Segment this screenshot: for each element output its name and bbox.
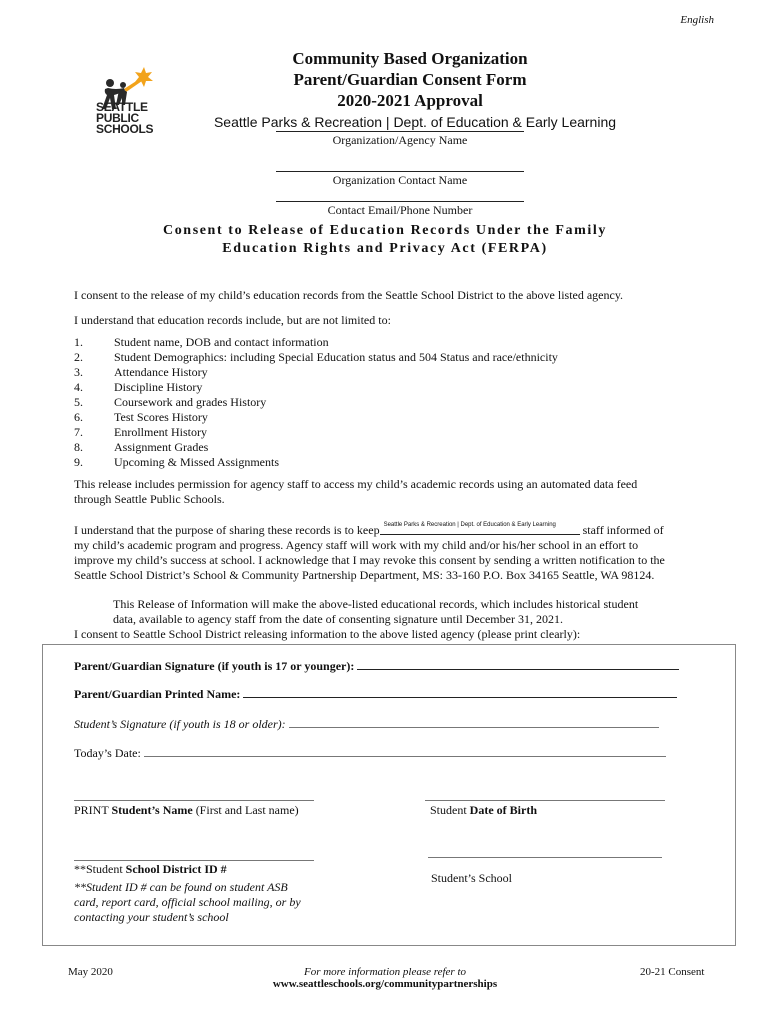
caption-bold: Student’s Name xyxy=(111,803,193,817)
records-intro: I understand that education records include, but are not limited to: xyxy=(74,313,391,327)
list-number: 2. xyxy=(74,350,83,364)
student-signature-field[interactable] xyxy=(289,716,659,728)
heading-line: Consent to Release of Education Records Under the Family xyxy=(163,223,607,238)
list-item xyxy=(74,395,558,410)
date-of-birth-caption xyxy=(430,803,537,818)
note-line: **Student ID # can be found on student ASB xyxy=(74,880,288,894)
logo-line: SEATTLE xyxy=(96,100,148,114)
list-item xyxy=(74,365,558,380)
paragraph-line: my child’s academic program and progress. Agency staff will work with my child and/or his/her school in an effort to xyxy=(74,538,639,552)
permission-paragraph xyxy=(74,477,694,507)
purpose-paragraph xyxy=(74,521,694,583)
list-text: Upcoming & Missed Assignments xyxy=(114,455,280,469)
caption-bold: Date of Birth xyxy=(469,803,537,817)
student-school-field[interactable] xyxy=(428,857,662,858)
footer-info-line: For more information please refer to xyxy=(303,966,467,978)
list-text: Student name, DOB and contact information xyxy=(114,335,329,349)
caption-text: PRINT xyxy=(74,803,112,817)
list-text: Attendance History xyxy=(114,365,208,379)
student-name-field[interactable] xyxy=(74,800,314,801)
footer-date: May 2020 xyxy=(68,966,113,978)
list-number: 7. xyxy=(74,425,83,439)
release-info-paragraph xyxy=(113,597,713,627)
language-label: English xyxy=(680,14,714,26)
caption-text: Student xyxy=(430,803,470,817)
guardian-printed-row xyxy=(74,686,677,702)
purpose-text-start: I understand that the purpose of sharing these records is to keep xyxy=(74,523,380,537)
footer-info xyxy=(200,966,570,990)
records-list xyxy=(74,335,558,470)
paragraph-line xyxy=(74,521,694,538)
date-field[interactable] xyxy=(144,745,666,757)
note-line: contacting your student’s school xyxy=(74,910,229,924)
guardian-signature-label: Parent/Guardian Signature (if youth is 17 or younger): xyxy=(74,659,355,673)
student-signature-label: Student’s Signature (if youth is 18 or older): xyxy=(74,717,286,731)
student-school-caption: Student’s School xyxy=(431,871,513,885)
logo-line: PUBLIC xyxy=(96,111,139,125)
logo-line: SCHOOLS xyxy=(96,122,154,136)
paragraph-line: This Release of Information will make the above-listed educational records, which includes historical student xyxy=(113,597,639,611)
purpose-text-end: staff informed of xyxy=(582,523,664,537)
list-number: 9. xyxy=(74,455,83,469)
note-line: card, report card, official school mailing, or by xyxy=(74,895,301,909)
guardian-printed-field[interactable] xyxy=(243,686,677,698)
heading-line: Education Rights and Privacy Act (FERPA) xyxy=(222,241,548,256)
paragraph-line: through Seattle Public Schools. xyxy=(74,492,225,506)
student-id-note xyxy=(74,880,301,925)
list-text: Student Demographics: including Special Education status and 504 Status and race/ethnicity xyxy=(114,350,558,364)
list-number: 1. xyxy=(74,335,83,349)
title-line: Community Based Organization xyxy=(292,49,528,68)
list-text: Test Scores History xyxy=(114,410,208,424)
consent-paragraph: I consent to the release of my child’s education records from the Seattle School District to the above listed agency. xyxy=(74,288,624,302)
title-line: 2020-2021 Approval xyxy=(337,91,483,110)
star-icon xyxy=(135,67,153,87)
contact-name-caption: Organization Contact Name xyxy=(332,173,468,187)
title-line: Parent/Guardian Consent Form xyxy=(293,70,527,89)
organization-name-caption: Organization/Agency Name xyxy=(332,133,468,147)
logo-wordmark xyxy=(96,102,152,135)
contact-name-field[interactable] xyxy=(276,171,524,172)
date-of-birth-field[interactable] xyxy=(425,800,665,801)
student-signature-row xyxy=(74,716,659,732)
date-label: Today’s Date: xyxy=(74,746,141,760)
list-number: 5. xyxy=(74,395,83,409)
organization-name-value[interactable]: Seattle Parks & Recreation | Dept. of Education & Early Learning xyxy=(213,114,617,130)
form-title xyxy=(200,48,620,111)
contact-email-caption: Contact Email/Phone Number xyxy=(327,203,473,217)
list-number: 8. xyxy=(74,440,83,454)
list-number: 6. xyxy=(74,410,83,424)
student-id-field[interactable] xyxy=(74,860,314,861)
list-text: Coursework and grades History xyxy=(114,395,267,409)
guardian-signature-row xyxy=(74,658,679,674)
list-item xyxy=(74,440,558,455)
list-item xyxy=(74,410,558,425)
paragraph-line: data, available to agency staff from the date of consenting signature until December 31, 2021. xyxy=(113,612,563,626)
student-id-caption xyxy=(74,862,227,877)
list-item xyxy=(74,455,558,470)
list-text: Enrollment History xyxy=(114,425,207,439)
organization-name-line xyxy=(276,131,524,132)
list-item xyxy=(74,380,558,395)
caption-bold: School District ID # xyxy=(125,862,227,876)
ferpa-heading xyxy=(150,222,620,258)
paragraph-line: improve my child’s success at school. I acknowledge that I may revoke this consent by sending a written notification to the xyxy=(74,553,665,567)
agency-name-value: Seattle Parks & Recreation | Dept. of Education & Early Learning xyxy=(383,522,556,528)
student-name-caption xyxy=(74,803,299,818)
list-item xyxy=(74,350,558,365)
guardian-signature-field[interactable] xyxy=(357,658,679,670)
paragraph-line: This release includes permission for agency staff to access my child’s academic records using an automated data feed xyxy=(74,477,638,491)
list-item xyxy=(74,425,558,440)
paragraph-line: Seattle School District’s School & Community Partnership Department, MS: 33-160 P.O. Box 34165 Seattle, WA 98124. xyxy=(74,568,655,582)
list-number: 4. xyxy=(74,380,83,394)
list-text: Discipline History xyxy=(114,380,203,394)
contact-email-field[interactable] xyxy=(276,201,524,202)
agency-name-field[interactable] xyxy=(380,521,580,535)
list-item xyxy=(74,335,558,350)
footer-form-id: 20-21 Consent xyxy=(640,966,705,978)
consent-instruction: I consent to Seattle School District releasing information to the above listed agency (please print clearly): xyxy=(74,627,581,641)
caption-text: (First and Last name) xyxy=(192,803,299,817)
date-row xyxy=(74,745,666,761)
list-number: 3. xyxy=(74,365,83,379)
list-text: Assignment Grades xyxy=(114,440,209,454)
guardian-printed-label: Parent/Guardian Printed Name: xyxy=(74,687,241,701)
footer-link[interactable]: www.seattleschools.org/communitypartnerships xyxy=(272,978,498,990)
caption-text: **Student xyxy=(74,862,126,876)
